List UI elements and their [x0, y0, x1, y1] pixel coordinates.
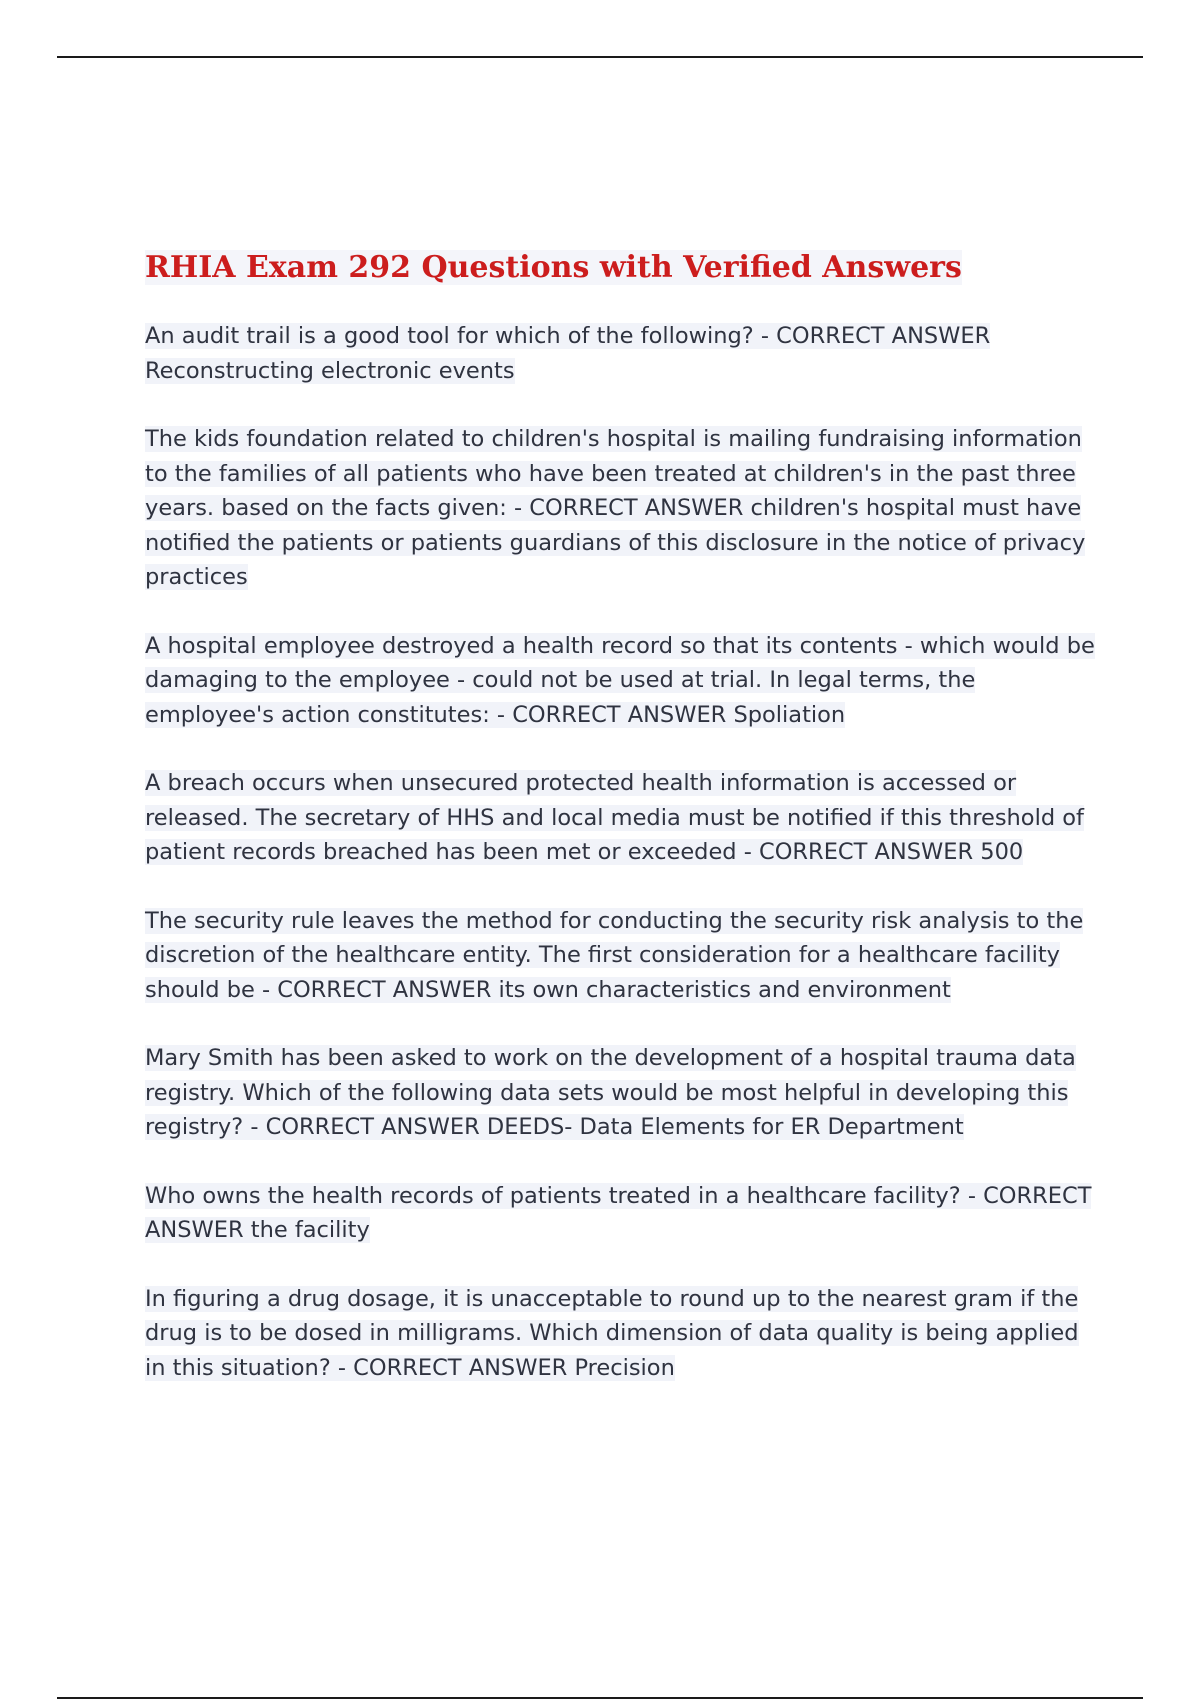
document-title: RHIA Exam 292 Questions with Verified Answers — [145, 250, 962, 285]
bottom-rule — [57, 1697, 1143, 1699]
qa-entry: Mary Smith has been asked to work on the development of a hospital trauma data registry. Which of the following data sets would be most helpful in developing this registry? - CORRECT ANSWER DEEDS- Data Elements for ER Department — [145, 1045, 1076, 1140]
qa-entry: An audit trail is a good tool for which of the following? - CORRECT ANSWER Reconstructing electronic events — [145, 323, 991, 384]
qa-entry: The security rule leaves the method for conducting the security risk analysis to the discretion of the healthcare entity. The first consideration for a healthcare facility should be - CORRECT ANSWER its own characteristics and environment — [145, 907, 1084, 1003]
qa-entry: Who owns the health records of patients treated in a healthcare facility? - CORRECT ANSWER the facility — [145, 1182, 1092, 1243]
qa-entry: A breach occurs when unsecured protected health information is accessed or released. The secretary of HHS and local media must be notified if this threshold of patient records breached has been met or exceeded - CORRECT ANSWER 500 — [145, 770, 1084, 865]
top-rule — [57, 56, 1143, 58]
qa-entry: A hospital employee destroyed a health record so that its contents - which would be damaging to the employee - could not be used at trial. In legal terms, the employee's action constitutes: - CORRECT ANSWER Spoliation — [145, 632, 1095, 728]
document-body — [145, 245, 1095, 1419]
qa-entry: In figuring a drug dosage, it is unacceptable to round up to the nearest gram if the drug is to be dosed in milligrams. Which dimension of data quality is being applied in this situation? - CORRECT ANSWER Precision — [145, 1285, 1079, 1381]
qa-entry: The kids foundation related to children's hospital is mailing fundraising information to the families of all patients who have been treated at children's in the past three years. based on the facts given: - CORRECT ANSWER children's hospital must have notified the patients or patients guardians of this disclosure in the notice of privacy practices — [145, 426, 1086, 590]
